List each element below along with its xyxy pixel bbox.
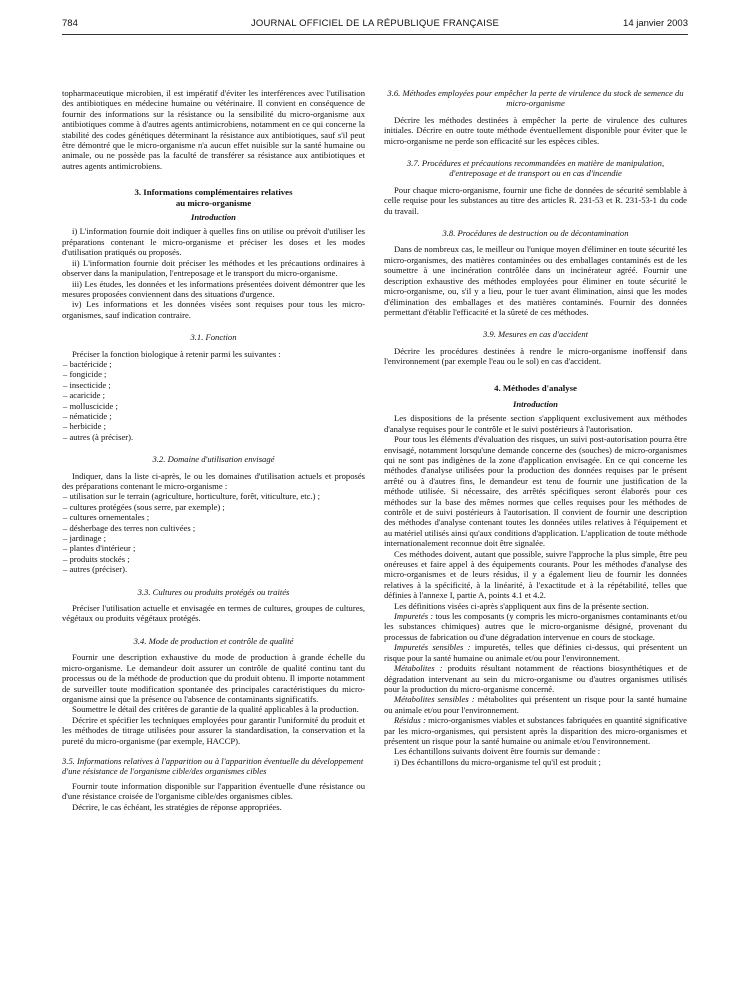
paragraph: topharmaceutique microbien, il est impératif d'éviter les interférences avec l'utilisation des antibiotiques en médecine humaine ou vétérinaire. Il convient en conséquence de fournir des informations sur la résistance ou la sensibilité du micro-organisme aux antibiotiques comme à d'autres agents antimicrobiens, notamment en ce qui concerne la stabilité des codes génétiques déterminant la résistance aux antibiotiques, sauf s'il peut être démontré que le micro-organisme n'a aucun effet nuisible sur la santé humaine ou animale, ou ne possède pas la faculté de transférer sa résistance aux antibiotiques et autres agents antimicrobiens.: [62, 88, 365, 171]
paragraph: Les définitions visées ci-après s'appliquent aux fins de la présente section.: [394, 600, 649, 611]
paragraph: Les dispositions de la présente section s'appliquent exclusivement aux méthodes d'analyse requises pour le contrôle et le suivi postérieurs à l'autorisation.: [384, 413, 687, 434]
paragraph: Dans de nombreux cas, le meilleur ou l'unique moyen d'éliminer en toute sécurité les micro-organismes, des matières contaminées ou des emballages contaminés est de les soumettre à une incinération contrôlée dans un incinérateur agréé. Fournir une description exhaustive des méthodes employées pour éliminer en toute sécurité le micro-organisme, ou, s'il y a lieu, pour le tuer avant élimination, ainsi que les modes d'élimination des emballages et des matières contaminés. Fournir des données permettant d'établir l'efficacité et la sûreté de ces méthodes.: [384, 244, 687, 317]
subsection-heading: 3.6. Méthodes employées pour empêcher la perte de virulence du stock de semence du micro-organisme: [387, 88, 684, 109]
subsection-heading: 3.4. Mode de production et contrôle de qualité: [133, 635, 294, 646]
right-column: [384, 88, 687, 767]
list-item: – cultures protégées (sous serre, par exemple) ;: [63, 501, 225, 512]
paragraph: Soumettre le détail des critères de garantie de la qualité applicables à la production.: [72, 704, 359, 715]
page-number: 784: [62, 18, 78, 29]
publication-date: 14 janvier 2003: [623, 18, 688, 29]
list-item: – fongicide ;: [63, 369, 107, 380]
domain-list: [62, 491, 365, 574]
paragraph: Décrire et spécifier les techniques employées pour garantir l'uniformité du produit et les méthodes de titrage utilisées pour assurer la standardisation, la conservation et la pureté du micro-organisme (par exemple, HACCP).: [62, 714, 365, 746]
paragraph: Fournir une description exhaustive du mode de production à grande échelle du micro-organisme. Le demandeur doit assurer un contrôle de qualité continu tant du processus ou de la méthode de production que du produit obtenu. Il importe notamment de surveiller toute modification spontanée des principales caractéristiques du micro-organisme ainsi que la présence ou l'absence de contaminants significatifs.: [62, 652, 365, 704]
paragraph: i) L'information fournie doit indiquer à quelles fins on utilise ou prévoit d'utiliser les préparations contenant le micro-organisme et préciser les doses et les modes d'utilisation pratiqués ou proposés.: [62, 226, 365, 258]
definition-term: Impuretés sensibles :: [394, 642, 471, 653]
list-item: – autres (à préciser).: [63, 431, 134, 442]
paragraph: i) Des échantillons du micro-organisme tel qu'il est produit ;: [394, 756, 601, 767]
definition-term: Impuretés :: [394, 611, 434, 622]
list-item: – acaricide ;: [63, 390, 105, 401]
definition-text: tous les composants (y compris les micro-organismes contaminants et/ou les substances chimiques) autres que le micro-organisme désigné, provenant du processus de fabrication ou d'une dégradation intervenue en cours de stockage.: [384, 611, 688, 642]
paragraph: iii) Les études, les données et les informations présentées doivent démontrer que les mesures proposées conviennent dans des situations d'urgence.: [62, 278, 365, 299]
paragraph: Ces méthodes doivent, autant que possible, suivre l'approche la plus simple, être peu onéreuses et faire appel à des équipements courants. Pour les méthodes d'analyse des micro-organismes et de leurs résidus, il y a également lieu de fournir les données relatives à la spécificité, à la linéarité, à l'exactitude et à la répétabilité, telles que définies à l'annexe I, partie A, points 4.1 et 4.2.: [384, 548, 687, 601]
definition-term: Métabolites :: [394, 663, 443, 674]
definition: [384, 694, 687, 715]
list-item: – insecticide ;: [63, 379, 111, 390]
list-item: – plantes d'intérieur ;: [63, 543, 136, 554]
subsection-heading: 3.9. Mesures en cas d'accident: [482, 329, 589, 340]
function-list: [62, 359, 365, 442]
subsection-heading: 3.5. Informations relatives à l'apparition ou à l'apparition éventuelle du développement d'une résistance de l'organisme cible/des organismes cibles: [62, 755, 364, 777]
list-item: – produits stockés ;: [63, 553, 130, 564]
list-item: – cultures ornementales ;: [63, 512, 150, 523]
left-column: [62, 88, 365, 812]
section-heading: 4. Méthodes d'analyse: [494, 382, 577, 393]
subheading: Introduction: [191, 212, 236, 223]
page-header: [62, 18, 688, 34]
list-item: – molluscicide ;: [63, 400, 118, 411]
definition-text: produits résultant notamment de réactions biosynthétiques et de dégradation intervenant au sein du micro-organisme ou d'autres organismes utilisés pour la production du micro-organisme concerné.: [384, 663, 688, 694]
definition-text: micro-organismes viables et substances fabriquées en quantité significative par les micro-organismes, qui persistent après la disparition des micro-organismes et présentent un risque pour la santé humaine ou animale et/ou l'environnement.: [384, 715, 687, 746]
section-heading: au micro-organisme: [175, 197, 252, 208]
list-item: – utilisation sur le terrain (agriculture, horticulture, forêt, viticulture, etc.) ;: [63, 491, 321, 502]
list-item: – nématicide ;: [63, 410, 112, 421]
paragraph: Préciser l'utilisation actuelle et envisagée en termes de cultures, groupes de cultures, végétaux ou produits végétaux protégés.: [62, 603, 365, 624]
paragraph: iv) Les informations et les données visées sont requises pour tous les micro-organismes, sauf indication contraire.: [62, 299, 365, 320]
subsection-heading: 3.8. Procédures de destruction ou de décontamination: [442, 228, 629, 239]
definition-text: métabolites qui présentent un risque pour la santé humaine ou animale et/ou pour l'environnement.: [384, 694, 687, 715]
list-item: – bactéricide ;: [63, 358, 112, 369]
paragraph: Décrire, le cas échéant, les stratégies de réponse appropriées.: [72, 801, 282, 812]
subsection-heading: 3.2. Domaine d'utilisation envisagé: [152, 454, 275, 465]
list-item: – autres (préciser).: [63, 564, 128, 575]
paragraph: Préciser la fonction biologique à retenir parmi les suivantes :: [72, 348, 281, 359]
paragraph: Décrire les méthodes destinées à empêcher la perte de virulence des cultures initiales. Décrire en outre toute méthode éventuellement disponible pour éviter que le micro-organisme ne perde son efficacité sur les espèces cibles.: [384, 114, 687, 146]
subheading: Introduction: [513, 398, 558, 409]
definition: [384, 663, 687, 694]
paragraph: Fournir toute information disponible sur l'apparition éventuelle d'une résistance ou d'une résistance croisée de l'organisme cible/des organismes cibles.: [62, 780, 365, 802]
list-item: – herbicide ;: [63, 421, 106, 432]
definition-term: Métabolites sensibles :: [394, 694, 475, 705]
section-heading: 3. Informations complémentaires relatives: [134, 187, 293, 198]
header-rule: [62, 34, 688, 35]
subsection-heading: 3.1. Fonction: [190, 332, 237, 343]
list-item: – désherbage des terres non cultivées ;: [63, 522, 196, 533]
paragraph: Décrire les procédures destinées à rendre le micro-organisme inoffensif dans l'environnement (par exemple l'eau ou le sol) en cas d'accident.: [384, 345, 687, 367]
definition: [384, 715, 687, 746]
subsection-heading: 3.3. Cultures ou produits protégés ou traités: [137, 586, 290, 597]
list-item: – jardinage ;: [63, 533, 106, 544]
paragraph: Pour tous les éléments d'évaluation des risques, un suivi post-autorisation pourra être envisagé, notamment lorsqu'une demande concerne des (souches) de micro-organismes qui ne sont pas indigènes de la zone d'application envisagée. En ce qui concerne les méthodes d'analyse utilisées pour la production des données requises par le présent arrêté ou à d'autres fins, le demandeur est tenu de fournir une justification de la méthode utilisée. Si nécessaire, des arrêtés spécifiques seront élaborés pour ces méthodes sur la base des mêmes normes que celles requises pour les méthodes de contrôle et de suivi postérieurs à l'autorisation. Il convient de fournir une description des méthodes d'analyse contenant toutes les données utiles relatives à l'équipement et au matériel utilisés ainsi qu'aux conditions d'application. L'application de toute méthode internationalement reconnue doit être signalée.: [384, 434, 687, 549]
paragraph: ii) L'information fournie doit préciser les méthodes et les précautions ordinaires à observer dans la manipulation, l'entreposage et le transport du micro-organisme.: [62, 257, 365, 279]
definition-text: impuretés, telles que définies ci-dessus, qui présentent un risque pour la santé humaine ou animale et/ou pour l'environnement.: [384, 642, 687, 663]
paragraph: Pour chaque micro-organisme, fournir une fiche de données de sécurité semblable à celle requise pour les substances au titre des articles R. 231-53 et R. 231-53-1 du code du travail.: [384, 184, 687, 216]
definition: [384, 642, 687, 663]
paragraph: Indiquer, dans la liste ci-après, le ou les domaines d'utilisation actuels et proposés des préparations contenant le micro-organisme :: [62, 470, 365, 491]
journal-title: JOURNAL OFFICIEL DE LA RÉPUBLIQUE FRANÇAISE: [250, 18, 500, 29]
subsection-heading: 3.7. Procédures et précautions recommandées en matière de manipulation, d'entreposage et de transport ou en cas d'incendie: [406, 158, 665, 179]
paragraph: Les échantillons suivants doivent être fournis sur demande :: [394, 746, 601, 757]
definition: [384, 611, 687, 642]
definition-term: Résidus :: [394, 715, 426, 726]
